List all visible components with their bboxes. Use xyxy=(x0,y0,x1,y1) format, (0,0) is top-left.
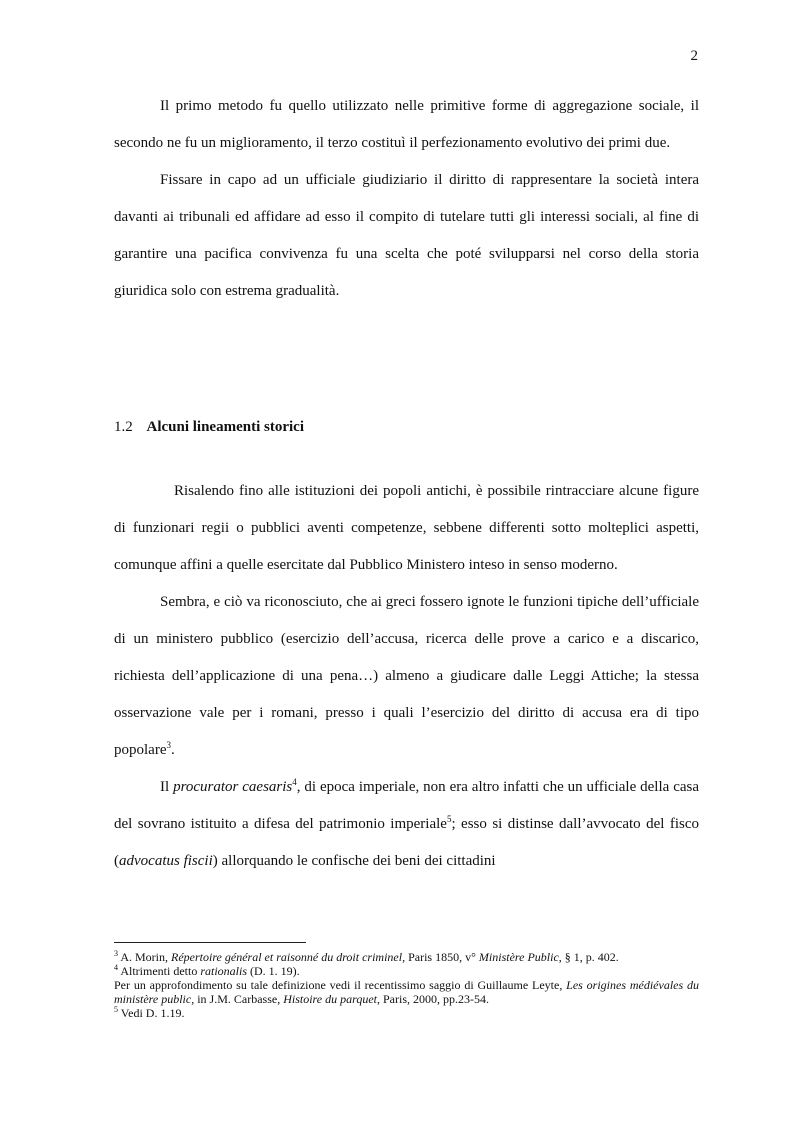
footnote-4c-b: in J.M. Carbasse, xyxy=(194,992,284,1006)
footnote-4c-a: Per un approfondimento su tale definizione vedi il recentissimo saggio di Guillaume Leyte, xyxy=(114,978,567,992)
section-number: 1.2 xyxy=(114,419,133,435)
footnote-ref-3: 3 xyxy=(166,740,171,750)
advocatus-fiscii: advocatus fiscii xyxy=(119,853,213,869)
paragraph-5-a: Il xyxy=(160,779,174,795)
footnote-5-num: 5 xyxy=(114,1005,118,1014)
footnote-ref-5: 5 xyxy=(446,814,452,824)
paragraph-3: Risalendo fino alle istituzioni dei popoli antichi, è possibile rintracciare alcune figure di funzionari regii o pubblici aventi competenze, sebbene differenti sotto molteplici aspetti, comunque affini a quelle esercitate dal Pubblico Ministero inteso in senso moderno. xyxy=(114,483,699,573)
paragraph-5 xyxy=(114,769,699,880)
body-text-section xyxy=(114,473,699,880)
paragraph-4-end: . xyxy=(170,742,175,758)
footnote-3 xyxy=(114,950,699,964)
footnote-3-b: Paris 1850, v° xyxy=(405,950,479,964)
paragraph-5-d: ) allorquando le confische dei beni dei cittadini xyxy=(212,853,496,869)
footnote-3-c: , § 1, p. 402. xyxy=(558,950,619,964)
paragraph-5-c: ; esso si distinse dall’avvocato del fisco ( xyxy=(114,816,700,869)
footnote-3-title: Répertoire général et raisonné du droit criminel, xyxy=(171,950,406,964)
footnote-4c-title: Les origines médiévales du ministère public, xyxy=(114,978,699,1006)
footnote-3-num: 3 xyxy=(114,949,118,958)
footnote-4c-c: , Paris, 2000, pp.23-54. xyxy=(377,992,489,1006)
section-heading xyxy=(114,419,304,436)
footnote-3-a: A. Morin, xyxy=(118,950,172,964)
paragraph-4 xyxy=(114,584,699,769)
paragraph-2: Fissare in capo ad un ufficiale giudiziario il diritto di rappresentare la società intera davanti ai tribunali ed affidare ad esso il compito di tutelare tutti gli interessi sociali, al fine di garantire una pacifica convivenza fu una scelta che poté svilupparsi nel corso della storia giuridica solo con estrema gradualità. xyxy=(114,172,699,299)
body-text-top xyxy=(114,88,699,310)
footnotes xyxy=(114,950,699,1020)
footnote-4-num: 4 xyxy=(114,963,118,972)
procurator-caesaris: procurator caesaris xyxy=(173,779,293,795)
footnote-4-continuation xyxy=(114,978,699,1006)
footnote-5 xyxy=(114,1006,699,1020)
footnote-4 xyxy=(114,964,699,978)
footnote-ref-4: 4 xyxy=(292,777,297,787)
page-number: 2 xyxy=(690,48,698,64)
paragraph-5-b: , di epoca imperiale, non era altro infatti che un ufficiale della casa del sovrano istituito a difesa del patrimonio imperiale xyxy=(114,779,699,832)
footnote-4-b: (D. 1. 19). xyxy=(247,964,300,978)
footnote-3-entry: Ministère Public xyxy=(478,950,559,964)
footnote-separator xyxy=(114,942,306,943)
footnote-4-term: rationalis xyxy=(200,964,248,978)
footnote-4c-book: Histoire du parquet xyxy=(283,992,377,1006)
paragraph-4-text: Sembra, e ciò va riconosciuto, che ai greci fossero ignote le funzioni tipiche dell’ufficiale di un ministero pubblico (esercizio dell’accusa, ricerca delle prove a carico e a discarico, richiesta dell’applicazione di una pena…) almeno a giudicare dalle Leggi Attiche; la stessa osservazione vale per i romani, presso i quali l’esercizio del diritto di accusa era di tipo popolare xyxy=(114,594,699,758)
footnote-4-a: Altrimenti detto xyxy=(118,964,201,978)
footnote-5-text: Vedi D. 1.19. xyxy=(118,1006,185,1020)
paragraph-1: Il primo metodo fu quello utilizzato nelle primitive forme di aggregazione sociale, il secondo ne fu un miglioramento, il terzo costituì il perfezionamento evolutivo dei primi due. xyxy=(114,98,699,151)
section-title: Alcuni lineamenti storici xyxy=(146,419,304,435)
